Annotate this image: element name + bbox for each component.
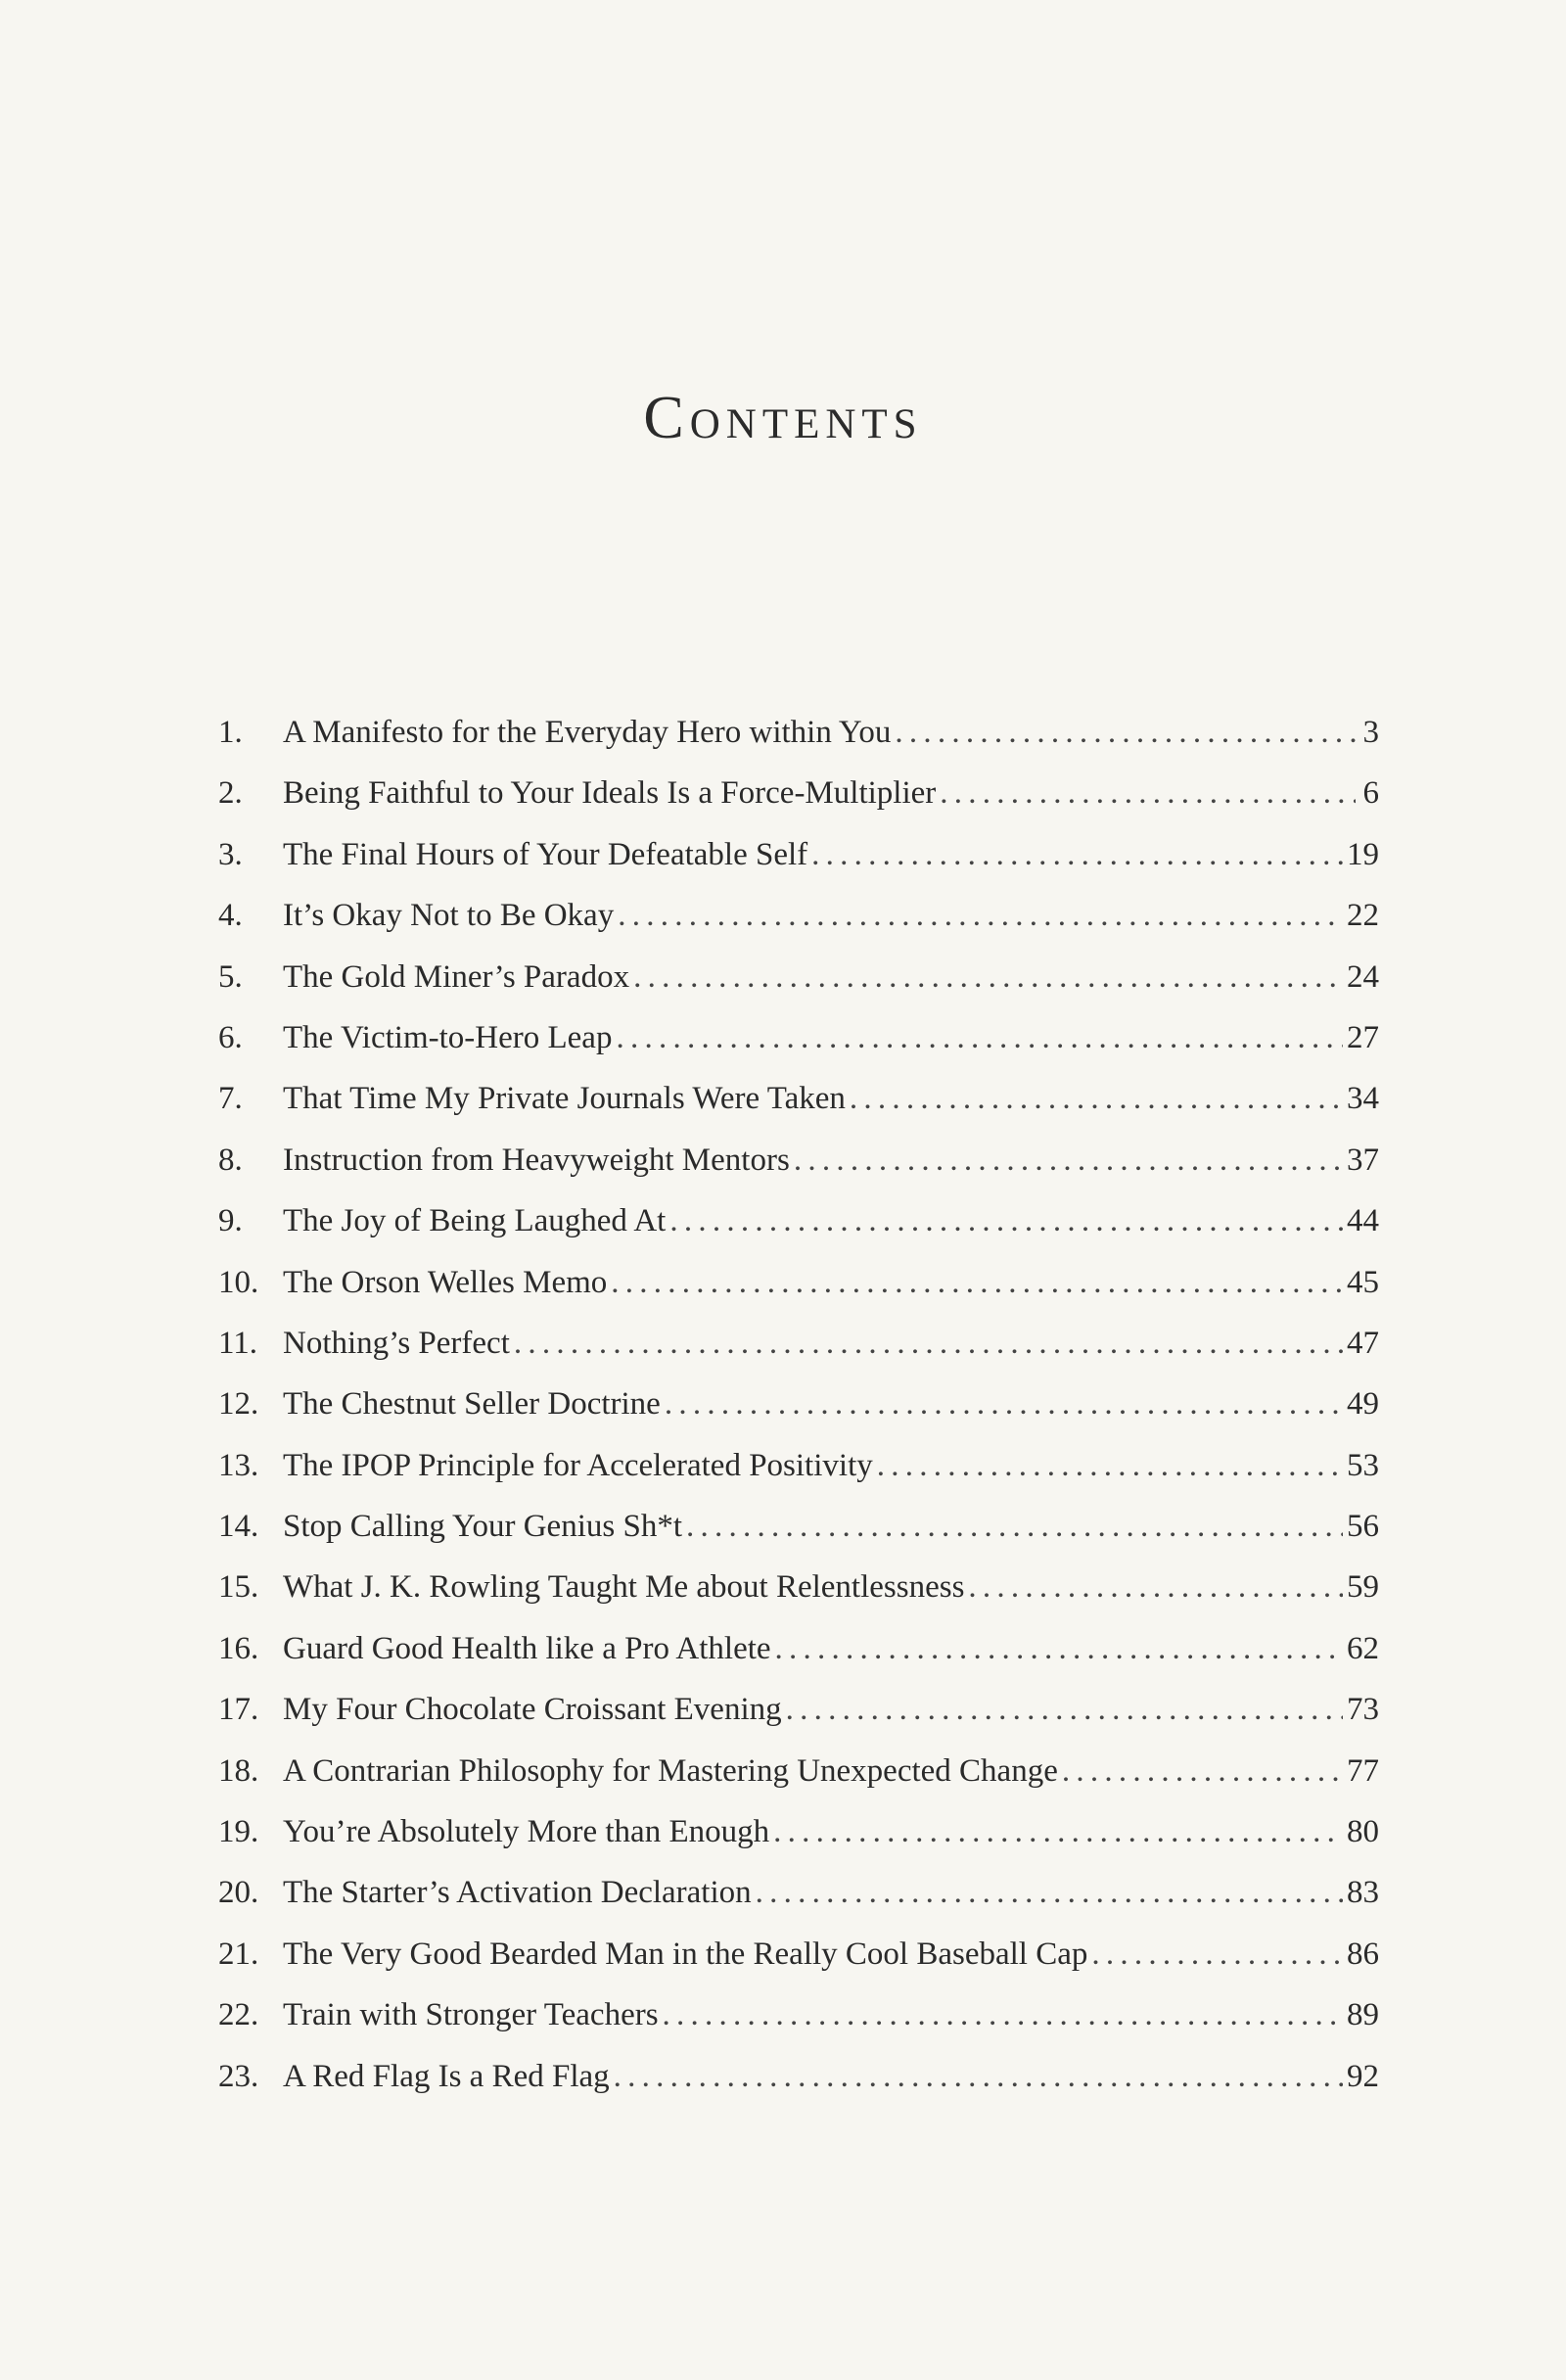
chapter-title: The Victim-to-Hero Leap [283,1019,613,1055]
page-number: 92 [1347,2058,1379,2094]
dot-leader [968,1557,1343,1617]
chapter-number: 18. [218,1752,259,1789]
dot-leader [669,1190,1343,1251]
dot-leader [611,1252,1343,1313]
chapter-number: 8. [218,1142,243,1178]
chapter-number: 21. [218,1936,259,1972]
chapter-number: 11. [218,1325,258,1361]
page-number: 77 [1347,1752,1379,1789]
chapter-title: Train with Stronger Teachers [283,1997,659,2033]
chapter-title: Nothing’s Perfect [283,1325,510,1361]
dot-leader [773,1801,1343,1862]
toc-entry [218,1741,1379,1801]
page-number: 86 [1347,1936,1379,1972]
page-number: 47 [1347,1325,1379,1361]
toc-entry [218,1557,1379,1617]
page-number: 24 [1347,958,1379,995]
chapter-title: The Joy of Being Laughed At [283,1203,667,1239]
chapter-number: 14. [218,1509,259,1545]
toc-entry [218,763,1379,823]
dot-leader [811,824,1343,885]
dot-leader [1062,1741,1343,1801]
chapter-title: Instruction from Heavyweight Mentors [283,1142,790,1178]
dot-leader [616,1007,1343,1068]
page-number: 27 [1347,1019,1379,1055]
chapter-title: The Final Hours of Your Defeatable Self [283,836,808,872]
chapter-number: 5. [218,958,243,995]
chapter-title: The Orson Welles Memo [283,1264,608,1300]
page-number: 49 [1347,1386,1379,1423]
toc-entry [218,2046,1379,2107]
page-number: 83 [1347,1875,1379,1911]
chapter-number: 2. [218,775,243,812]
toc-entry [218,1007,1379,1068]
dot-leader [756,1862,1343,1923]
chapter-title: The IPOP Principle for Accelerated Positivity [283,1447,873,1483]
chapter-number: 6. [218,1019,243,1055]
toc-entry [218,1252,1379,1313]
toc-entry [218,1801,1379,1862]
chapter-number: 10. [218,1264,259,1300]
dot-leader [1091,1924,1343,1984]
chapter-title: It’s Okay Not to Be Okay [283,898,615,934]
chapter-title: Guard Good Health like a Pro Athlete [283,1630,771,1666]
toc-entry [218,824,1379,885]
dot-leader [633,947,1343,1007]
page-number: 22 [1347,898,1379,934]
dot-leader [686,1496,1343,1557]
dot-leader [877,1435,1343,1496]
dot-leader [665,1374,1343,1434]
toc-entry [218,1984,1379,2045]
chapter-number: 7. [218,1081,243,1117]
chapter-number: 15. [218,1569,259,1606]
chapter-title: Stop Calling Your Genius Sh*t [283,1509,682,1545]
chapter-number: 17. [218,1692,259,1728]
table-of-contents [218,702,1379,2107]
dot-leader [614,2046,1343,2107]
page-number: 73 [1347,1692,1379,1728]
toc-entry [218,947,1379,1007]
toc-entry [218,1618,1379,1679]
chapter-number: 12. [218,1386,259,1423]
page-number: 89 [1347,1997,1379,2033]
page-number: 56 [1347,1509,1379,1545]
chapter-title: What J. K. Rowling Taught Me about Relentlessness [283,1569,965,1606]
dot-leader [940,763,1356,823]
dot-leader [794,1130,1343,1190]
page-number: 53 [1347,1447,1379,1483]
page-number: 6 [1362,775,1379,812]
chapter-number: 13. [218,1447,259,1483]
toc-entry [218,1374,1379,1434]
chapter-title: That Time My Private Journals Were Taken [283,1081,846,1117]
toc-entry [218,1496,1379,1557]
chapter-title: A Contrarian Philosophy for Mastering Unexpected Change [283,1752,1058,1789]
page-number: 37 [1347,1142,1379,1178]
chapter-title: My Four Chocolate Croissant Evening [283,1692,782,1728]
chapter-number: 4. [218,898,243,934]
toc-entry [218,1924,1379,1984]
dot-leader [775,1618,1343,1679]
page-number: 19 [1347,836,1379,872]
dot-leader [663,1984,1343,2045]
toc-entry [218,702,1379,763]
dot-leader [786,1679,1343,1740]
chapter-title: A Red Flag Is a Red Flag [283,2058,610,2094]
chapter-number: 3. [218,836,243,872]
dot-leader [850,1068,1343,1129]
page-number: 45 [1347,1264,1379,1300]
chapter-number: 19. [218,1814,259,1850]
page-number: 3 [1362,715,1379,750]
toc-entry [218,885,1379,946]
page-number: 59 [1347,1569,1379,1606]
chapter-number: 1. [218,715,243,750]
page-number: 44 [1347,1203,1379,1239]
toc-entry [218,1435,1379,1496]
chapter-title: The Chestnut Seller Doctrine [283,1386,661,1423]
page-number: 62 [1347,1630,1379,1666]
chapter-title: The Very Good Bearded Man in the Really Cool Baseball Cap [283,1936,1088,1972]
page-number: 80 [1347,1814,1379,1850]
dot-leader [618,885,1343,946]
chapter-number: 22. [218,1997,259,2033]
chapter-title: The Gold Miner’s Paradox [283,958,630,995]
toc-entry [218,1313,1379,1374]
chapter-title: You’re Absolutely More than Enough [283,1814,770,1850]
chapter-title: A Manifesto for the Everyday Hero within You [283,715,892,750]
toc-entry [218,1679,1379,1740]
chapter-number: 23. [218,2058,259,2094]
dot-leader [514,1313,1343,1374]
chapter-number: 9. [218,1203,243,1239]
chapter-number: 20. [218,1875,259,1911]
toc-entry [218,1068,1379,1129]
toc-entry [218,1130,1379,1190]
chapter-title: Being Faithful to Your Ideals Is a Force-Multiplier [283,775,937,812]
chapter-title: The Starter’s Activation Declaration [283,1875,752,1911]
toc-entry [218,1190,1379,1251]
chapter-number: 16. [218,1630,259,1666]
page-number: 34 [1347,1081,1379,1117]
dot-leader [895,702,1356,763]
page-title: Contents [643,385,923,451]
toc-entry [218,1862,1379,1923]
